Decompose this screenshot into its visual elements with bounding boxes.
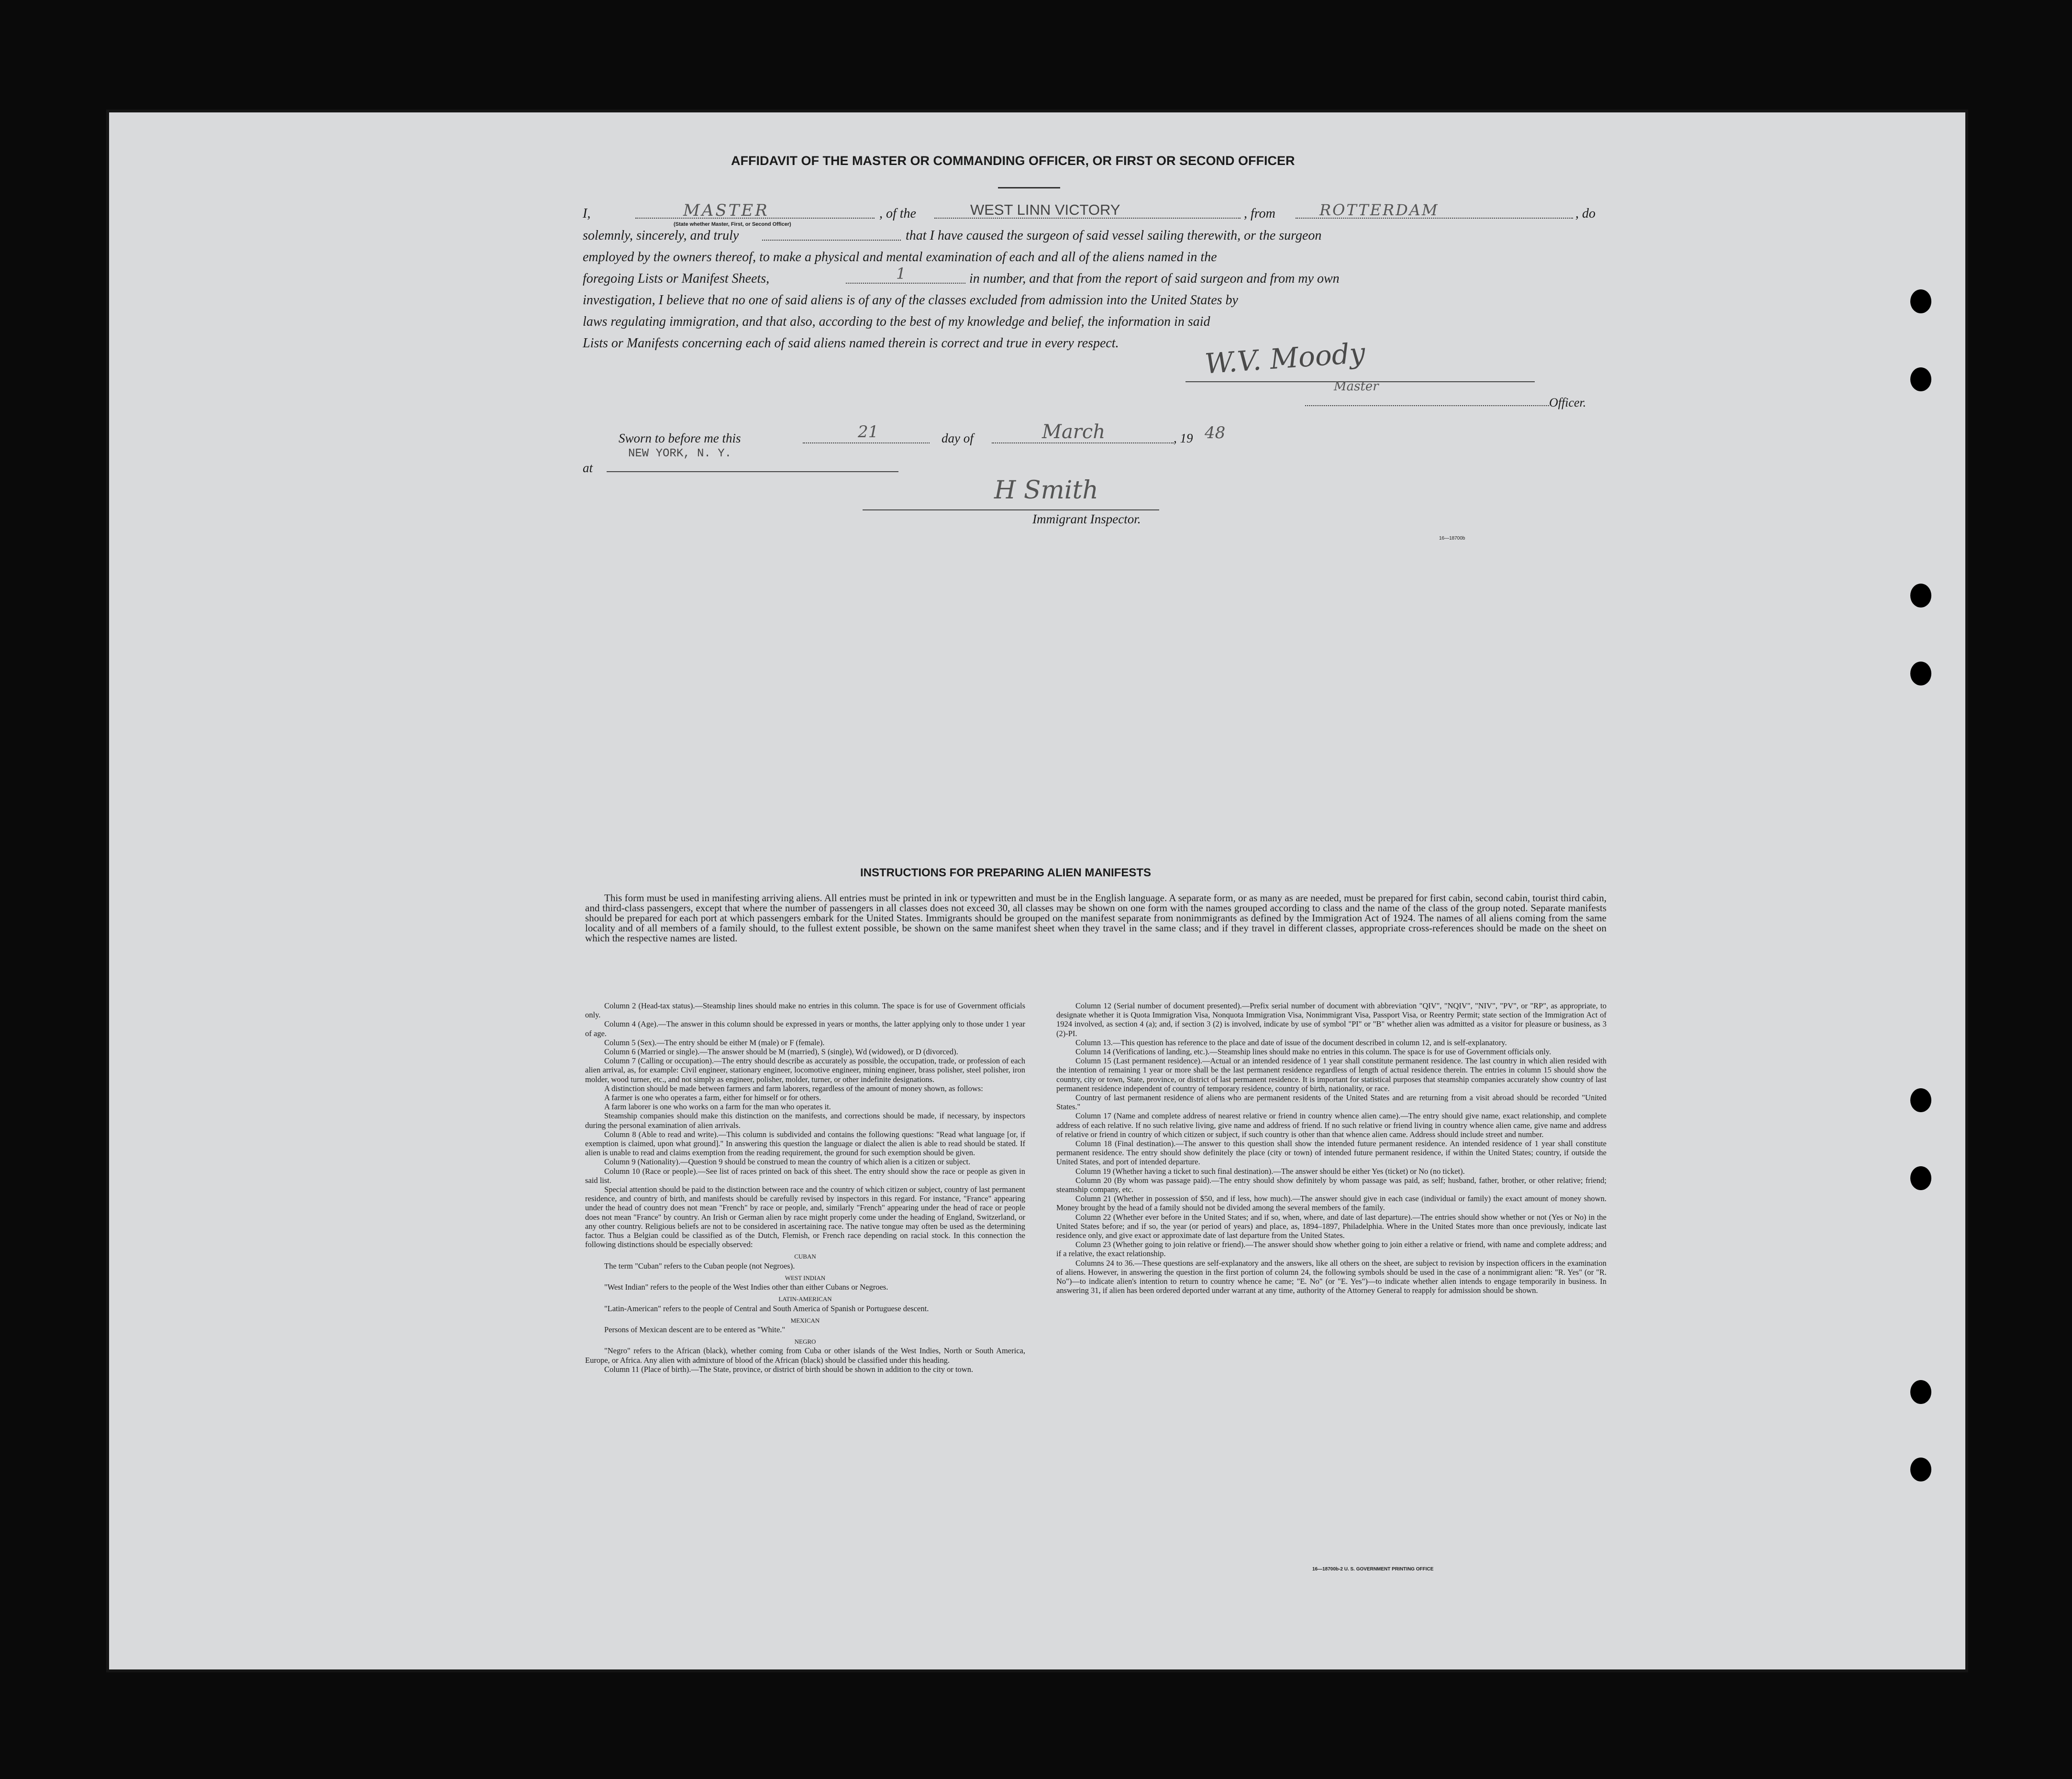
punch-hole xyxy=(1910,289,1931,313)
title-rule xyxy=(998,187,1060,188)
instruction-paragraph: Column 18 (Final destination).—The answer to this question shall show the intended future permanent residence. An intended residence of 1 year shall constitute permanent residence. The entry should show definitely the place (city or town) of intended future permanent residence, if within the United States; country, if outside the United States, and port of intended departure. xyxy=(1056,1139,1607,1167)
punch-hole xyxy=(1910,584,1931,608)
instructions-left-column xyxy=(585,1001,1025,1374)
year-handwritten: 48 xyxy=(1205,423,1226,442)
sworn-text: day of xyxy=(942,431,974,445)
sworn-text: Sworn to before me this xyxy=(619,431,741,445)
officer-label: Officer. xyxy=(1549,396,1586,409)
instruction-paragraph: Column 5 (Sex).—The entry should be either M (male) or F (female). xyxy=(604,1038,825,1047)
month-handwritten: March xyxy=(1042,421,1106,443)
affidavit-text: employed by the owners thereof, to make a physical and mental examination of each and all of the aliens named in the xyxy=(583,250,1217,265)
instructions-intro: This form must be used in manifesting arriving aliens. All entries must be printed in ink or typewritten and must be in the English language. A separate form, or as many as are needed, must be prepared for first cabin, second cabin, tourist third cabin, and third-class passengers, except that where the number of passengers in all classes does not exceed 30, all classes may be shown on one form with the names grouped according to class and the name of the class of the group noted. Separate manifests should be prepared for each port at which passengers embark for the United States. Immigrants should be grouped on the manifest separate from nonimmigrants as defined by the Immigration Act of 1924. The names of all aliens coming from the same locality and of all members of a family should, to the fullest extent possible, be shown on the same manifest sheet when they travel in the same class; and if they travel in different classes, appropriate cross-references should be made on the sheet on which the respective names are listed. xyxy=(585,892,1607,944)
sheets-handwritten: 1 xyxy=(896,265,906,283)
affidavit-text: , of the xyxy=(879,206,916,221)
instruction-paragraph: Column 15 (Last permanent residence).—Actual or an intended residence of 1 year shall constitute permanent residence. The last country in which alien resided with the intention of remaining 1 year or more shall be the last permanent residence regardless of length of actual residence therein. The entries in column 15 should show the country, city or town, State, province, or district of last permanent residence. It is important for statistical purposes that steamship companies accurately show country of last permanent residence independent of country of temporary residence, country of birth, nationality, or race. xyxy=(1056,1056,1607,1093)
instruction-paragraph: Column 22 (Whether ever before in the United States; and if so, when, where, and date of last departure).—The entries should show whether or not (Yes or No) in the United States before; and if so, the year (or period of years) and place, as, 1894–1897, Philadelphia. Where in the United States more than once previously, indicate last residence only, and give exact or approximate date of last departure from the United States. xyxy=(1056,1212,1607,1240)
instruction-paragraph: Column 19 (Whether having a ticket to such final destination).—The answer should be either Yes (ticket) or No (no ticket). xyxy=(1075,1166,1465,1176)
punch-hole xyxy=(1910,662,1931,685)
instruction-paragraph: Column 7 (Calling or occupation).—The entry should describe as accurately as possible, the occupation, trade, or profession of each alien arrival, as, for example: Civil engineer, stationary engineer, locomotive engineer, mining engineer, brass polisher, steel polisher, iron molder, wood turner, etc., and not simply as engineer, polisher, molder, turner, or other indefinite designations. xyxy=(585,1056,1025,1084)
punch-hole xyxy=(1910,1088,1931,1112)
instruction-paragraph: Column 23 (Whether going to join relative or friend).—The answer should show whether going to join either a relative or friend, with name and complete address; and if a relative, the exact relationship. xyxy=(1056,1240,1607,1259)
affidavit-text: foregoing Lists or Manifest Sheets, xyxy=(583,271,770,286)
instruction-paragraph: Steamship companies should make this distinction on the manifests, and corrections should be made, if necessary, by inspectors during the personal examination of alien arrivals. xyxy=(585,1111,1025,1130)
instruction-paragraph: Column 6 (Married or single).—The answer should be M (married), S (single), Wd (widowed), or D (divorced). xyxy=(604,1047,958,1057)
affidavit-text: , do xyxy=(1575,206,1596,221)
affidavit-title: AFFIDAVIT OF THE MASTER OR COMMANDING OFFICER, OR FIRST OR SECOND OFFICER xyxy=(731,154,1295,168)
sworn-text: , 19 xyxy=(1174,431,1193,445)
manifest-sheet xyxy=(109,112,1965,1669)
inspector-label: Immigrant Inspector. xyxy=(1032,512,1141,526)
instruction-paragraph: Column 8 (Able to read and write).—This column is subdivided and contains the following questions: "Read what language [or, if exemption is claimed, upon what ground]." In answering this question the language or dialect the alien is able to read should be stated. If alien is unable to read and claims exemption from the reading requirement, the ground for such exemption should be given. xyxy=(585,1129,1025,1158)
instruction-paragraph: Columns 24 to 36.—These questions are self-explanatory and the answers, like all others on the sheet, are subject to revision by inspection officers in the examination of aliens. However, in answering the question in the first portion of column 24, the following symbols should be used in the case of a nonimmigrant alien: "R. Yes" (or "R. No")—to indicate alien's intention to return to country whence he came; "E. No" (or "E. Yes")—to indicate whether alien intends to engage temporarily in business. In answering 31, if alien has been ordered deported under warrant at any time, authority of the Attorney General to reapply for admission should be shown. xyxy=(1056,1258,1607,1295)
instruction-paragraph: "Negro" refers to the African (black), whether coming from Cuba or other islands of the West Indies, North or South America, Europe, or Africa. Any alien with admixture of blood of the African (black) should be classified under this heading. xyxy=(585,1346,1025,1365)
signature-title: Master xyxy=(1334,379,1379,394)
instruction-paragraph: A farmer is one who operates a farm, either for himself or for others. xyxy=(604,1093,821,1103)
master-signature: W.V. Moody xyxy=(1204,336,1366,380)
punch-hole xyxy=(1910,1380,1931,1404)
instruction-paragraph: Column 2 (Head-tax status).—Steamship lines should make no entries in this column. The space is for use of Government officials only. xyxy=(585,1001,1025,1020)
punch-hole xyxy=(1910,1458,1931,1481)
printing-office-footer: 16—18700b-2 U. S. GOVERNMENT PRINTING OFFICE xyxy=(1312,1567,1434,1572)
instruction-paragraph: Column 11 (Place of birth).—The State, province, or district of birth should be shown in addition to the city or town. xyxy=(604,1364,974,1374)
section-heading: LATIN-AMERICAN xyxy=(778,1295,832,1303)
vessel-name: WEST LINN VICTORY xyxy=(970,201,1120,218)
section-heading: WEST INDIAN xyxy=(785,1274,826,1282)
inspector-signature: H Smith xyxy=(994,476,1098,505)
section-heading: NEGRO xyxy=(794,1338,816,1346)
instruction-paragraph: Column 17 (Name and complete address of nearest relative or friend in country whence alien came).—The entry should give name, exact relationship, and complete address of each relative. If no such relative living, give name and address of friend. If no such relative or friend living in country whence alien came, give name and address of relative or friend in country of which citizen or subject, if such country is other than that whence alien came. Address should include street and number. xyxy=(1056,1111,1607,1139)
port-handwritten: ROTTERDAM xyxy=(1319,201,1439,219)
instruction-paragraph: Column 9 (Nationality).—Question 9 should be construed to mean the country of which alien is a citizen or subject. xyxy=(604,1157,971,1167)
officer-caption: (State whether Master, First, or Second Officer) xyxy=(674,221,791,227)
instructions-title: INSTRUCTIONS FOR PREPARING ALIEN MANIFESTS xyxy=(860,866,1152,879)
affidavit-text: that I have caused the surgeon of said vessel sailing therewith, or the surgeon xyxy=(906,228,1322,243)
punch-hole xyxy=(1910,367,1931,391)
instructions-intro-block xyxy=(585,893,1607,943)
instruction-paragraph: Column 14 (Verifications of landing, etc.).—Steamship lines should make no entries in this column. The space is for use of Government officials only. xyxy=(1075,1047,1551,1057)
place-typed: NEW YORK, N. Y. xyxy=(628,447,732,460)
punch-hole xyxy=(1910,1166,1931,1190)
instruction-paragraph: Persons of Mexican descent are to be entered as "White." xyxy=(604,1325,786,1334)
section-heading: CUBAN xyxy=(794,1253,816,1260)
instruction-paragraph: The term "Cuban" refers to the Cuban people (not Negroes). xyxy=(604,1261,795,1271)
sworn-text: at xyxy=(583,461,593,475)
affidavit-text: in number, and that from the report of said surgeon and from my own xyxy=(969,271,1340,286)
instruction-paragraph: Column 12 (Serial number of document presented).—Prefix serial number of document with abbreviation "QIV", "NQIV", "NIV", "PV", or "RP", as appropriate, to designate whether it is Quota Immigration Visa, Nonquota Immigration Visa, Nonimmigrant Visa, Passport Visa, or Reentry Permit; state section of the Immigration Act of 1924 involved, as section 4 (a); and, if section 3 (2) is involved, indicate by use of symbol "PI" or "B" whether alien was admitted as a visitor for pleasure or business, as 3 (2)-PI. xyxy=(1056,1001,1607,1038)
affidavit-text: solemnly, sincerely, and truly xyxy=(583,228,739,243)
instruction-paragraph: Special attention should be paid to the distinction between race and the country of which citizen or subject, country of last permanent residence, and country of birth, and manifests should be carefully revised by inspectors in this regard. For instance, "France" appearing under the head of country does not mean "French" by race or people, and, similarly "French" appearing under the head of race or people does not mean "France" by country. An Irish or German alien by race might properly come under the heading of England, Switzerland, or any other country. Religious beliefs are not to be considered in ascertaining race. The native tongue may often be used as the determining factor. Thus a Belgian could be classified as of the Dutch, Flemish, or French race depending on racial stock. In this connection the following distinctions should be especially observed: xyxy=(585,1185,1025,1249)
instructions-right-column xyxy=(1056,1001,1607,1295)
officer-handwritten: MASTER xyxy=(683,201,769,220)
affidavit-text: Lists or Manifests concerning each of said aliens named therein is correct and true in every respect. xyxy=(583,336,1119,351)
instruction-paragraph: Country of last permanent residence of aliens who are permanent residents of the United States and are returning from a visit abroad should be recorded "United States." xyxy=(1056,1093,1607,1112)
affidavit-text: , from xyxy=(1244,206,1275,221)
instruction-paragraph: Column 20 (By whom was passage paid).—The entry should show definitely by whom passage was paid, as self; husband, father, brother, or other relative; friend; steamship company, etc. xyxy=(1056,1175,1607,1194)
instruction-paragraph: Column 4 (Age).—The answer in this column should be expressed in years or months, the latter applying only to those under 1 year of age. xyxy=(585,1019,1025,1038)
instruction-paragraph: "Latin-American" refers to the people of Central and South America of Spanish or Portuguese descent. xyxy=(604,1304,929,1313)
instruction-paragraph: Column 21 (Whether in possession of $50, and if less, how much).—The answer should give in each case (individual or family) the exact amount of money shown. Money brought by the head of a family should not be divided among the several members of the family. xyxy=(1056,1194,1607,1213)
instruction-paragraph: "West Indian" refers to the people of the West Indies other than either Cubans or Negroes. xyxy=(604,1282,888,1292)
affidavit-text: I, xyxy=(583,206,591,221)
instruction-paragraph: Column 13.—This question has reference to the place and date of issue of the document described in column 12, and is self-explanatory. xyxy=(1075,1038,1507,1047)
day-handwritten: 21 xyxy=(858,422,879,442)
form-number: 16—18700b xyxy=(1439,536,1465,541)
instruction-paragraph: Column 10 (Race or people).—See list of races printed on back of this sheet. The entry should show the race or people as given in said list. xyxy=(585,1166,1025,1185)
instruction-paragraph: A farm laborer is one who works on a farm for the man who operates it. xyxy=(604,1102,831,1112)
instruction-paragraph: A distinction should be made between farmers and farm laborers, regardless of the amount of money shown, as follows: xyxy=(604,1083,983,1093)
affidavit-text: investigation, I believe that no one of said aliens is of any of the classes excluded from admission into the United States by xyxy=(583,293,1238,308)
section-heading: MEXICAN xyxy=(790,1316,820,1324)
affidavit-text: laws regulating immigration, and that also, according to the best of my knowledge and belief, the information in said xyxy=(583,314,1210,329)
